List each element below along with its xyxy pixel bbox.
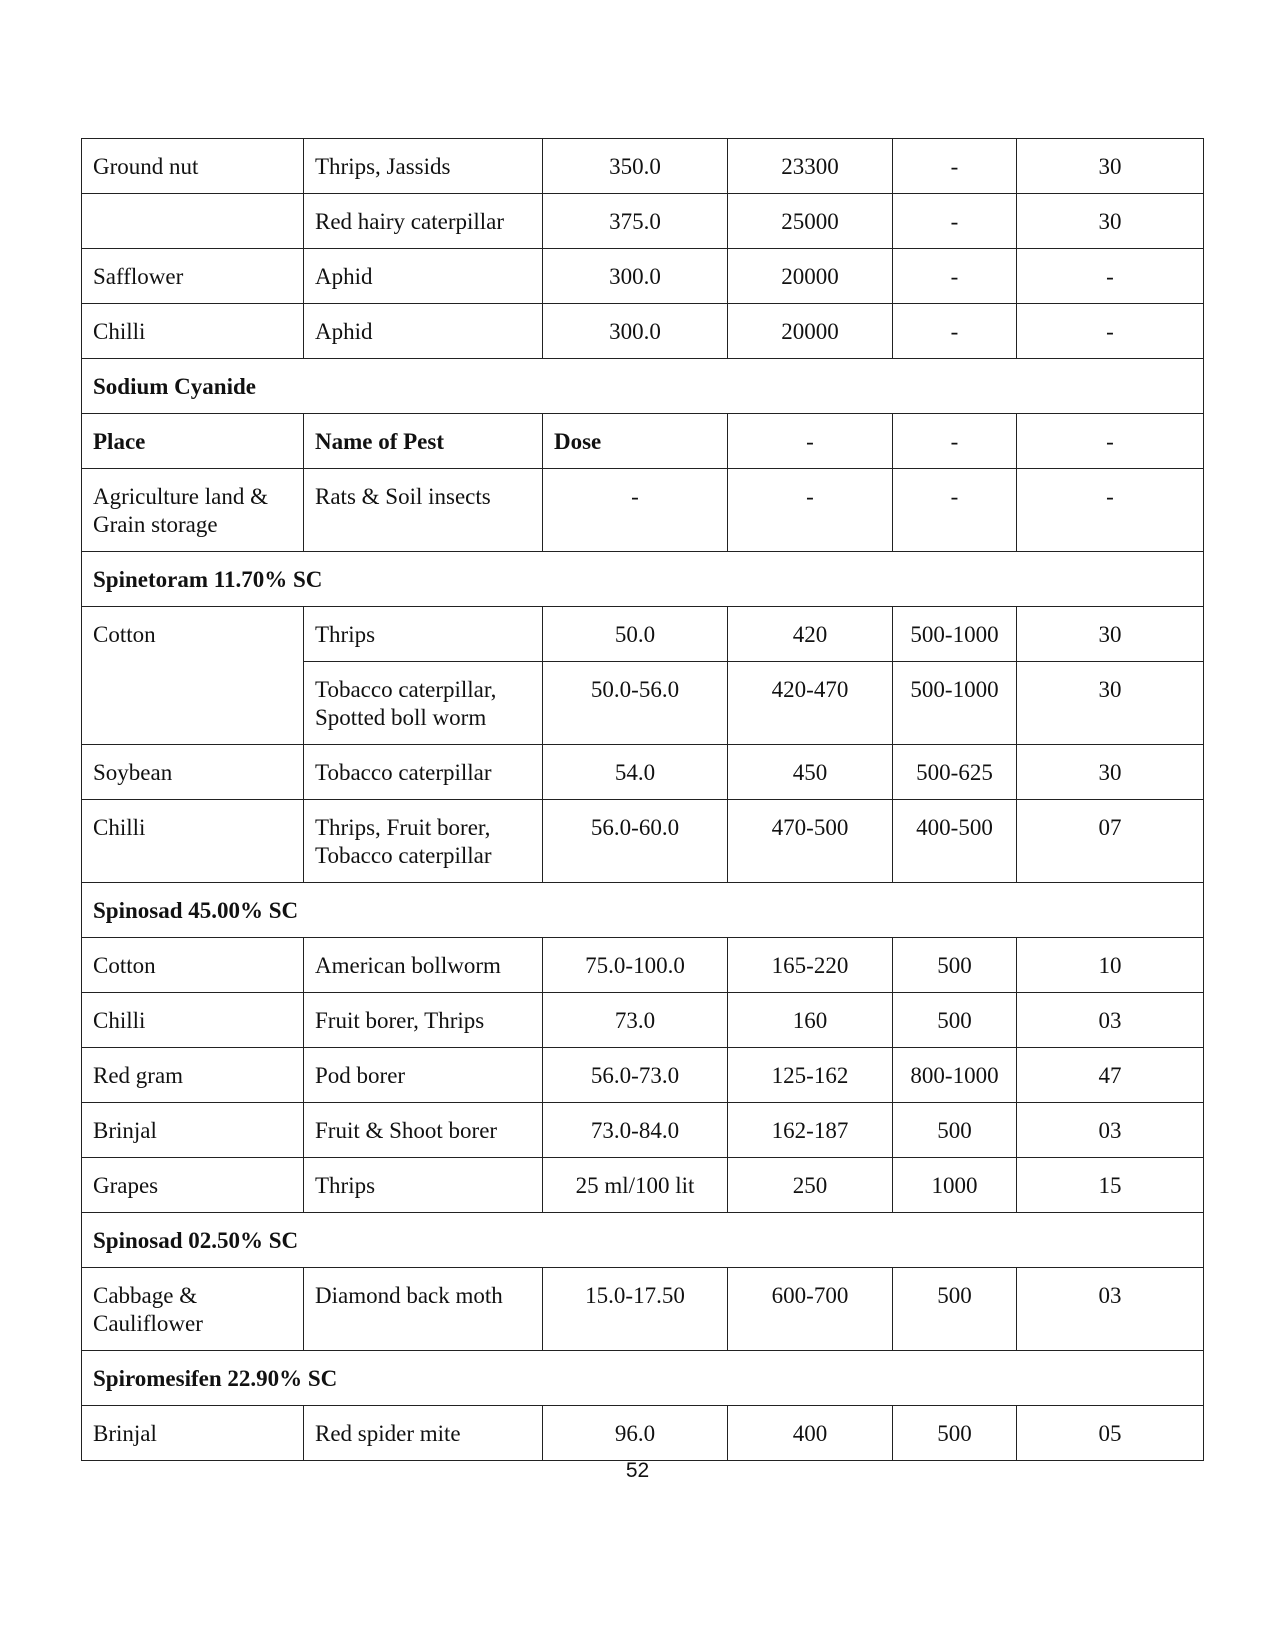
dose-cell: 375.0 (543, 194, 728, 249)
crop-cell (82, 194, 304, 249)
table-row (82, 1103, 1204, 1158)
dose-cell: Dose (543, 414, 728, 469)
table-row (82, 469, 1204, 552)
dose-cell: 50.0-56.0 (543, 662, 728, 745)
crop-cell: Brinjal (82, 1406, 304, 1461)
quantity-cell: 165-220 (728, 938, 893, 993)
section-title: Sodium Cyanide (82, 359, 1204, 414)
dose-cell: 300.0 (543, 304, 728, 359)
quantity-cell: 250 (728, 1158, 893, 1213)
section-title: Spinosad 02.50% SC (82, 1213, 1204, 1268)
waiting-period-cell: - (1017, 469, 1204, 552)
crop-cell: Chilli (82, 993, 304, 1048)
table-row (82, 1158, 1204, 1213)
pest-cell: Thrips (304, 607, 543, 662)
water-cell: - (893, 414, 1017, 469)
dose-cell: 50.0 (543, 607, 728, 662)
water-cell: 500 (893, 1406, 1017, 1461)
section-row (82, 1351, 1204, 1406)
quantity-cell: 420 (728, 607, 893, 662)
quantity-cell: 20000 (728, 249, 893, 304)
table-row (82, 800, 1204, 883)
section-title: Spinosad 45.00% SC (82, 883, 1204, 938)
pest-cell: Fruit borer, Thrips (304, 993, 543, 1048)
quantity-cell: 420-470 (728, 662, 893, 745)
crop-cell: Place (82, 414, 304, 469)
dose-cell: 73.0-84.0 (543, 1103, 728, 1158)
pest-cell: Fruit & Shoot borer (304, 1103, 543, 1158)
table-row (82, 194, 1204, 249)
waiting-period-cell: 10 (1017, 938, 1204, 993)
crop-cell: Agriculture land & Grain storage (82, 469, 304, 552)
waiting-period-cell: 30 (1017, 194, 1204, 249)
waiting-period-cell: 07 (1017, 800, 1204, 883)
pest-cell: Rats & Soil insects (304, 469, 543, 552)
crop-cell: Brinjal (82, 1103, 304, 1158)
water-cell: 500-1000 (893, 607, 1017, 662)
waiting-period-cell: 30 (1017, 662, 1204, 745)
waiting-period-cell: 30 (1017, 607, 1204, 662)
water-cell: 1000 (893, 1158, 1017, 1213)
pest-cell: Aphid (304, 249, 543, 304)
pest-cell: Diamond back moth (304, 1268, 543, 1351)
table-row (82, 249, 1204, 304)
crop-cell: Ground nut (82, 139, 304, 194)
section-row (82, 552, 1204, 607)
crop-cell: Safflower (82, 249, 304, 304)
water-cell: 500 (893, 993, 1017, 1048)
header-row (82, 414, 1204, 469)
table-row (82, 1048, 1204, 1103)
water-cell: 500-625 (893, 745, 1017, 800)
water-cell: - (893, 139, 1017, 194)
quantity-cell: 25000 (728, 194, 893, 249)
dose-cell: 75.0-100.0 (543, 938, 728, 993)
pest-cell: Red spider mite (304, 1406, 543, 1461)
dose-cell: 56.0-60.0 (543, 800, 728, 883)
waiting-period-cell: 03 (1017, 993, 1204, 1048)
dose-cell: 96.0 (543, 1406, 728, 1461)
quantity-cell: 160 (728, 993, 893, 1048)
water-cell: - (893, 469, 1017, 552)
table-row (82, 1406, 1204, 1461)
waiting-period-cell: 30 (1017, 745, 1204, 800)
table-body (82, 139, 1204, 1461)
table-row (82, 607, 1204, 662)
waiting-period-cell: - (1017, 304, 1204, 359)
waiting-period-cell: 03 (1017, 1268, 1204, 1351)
dose-cell: - (543, 469, 728, 552)
table-row (82, 993, 1204, 1048)
pest-cell: Name of Pest (304, 414, 543, 469)
section-row (82, 1213, 1204, 1268)
dose-cell: 54.0 (543, 745, 728, 800)
water-cell: - (893, 194, 1017, 249)
pesticide-dosage-table (81, 138, 1204, 1461)
section-title: Spinetoram 11.70% SC (82, 552, 1204, 607)
quantity-cell: 162-187 (728, 1103, 893, 1158)
quantity-cell: 125-162 (728, 1048, 893, 1103)
quantity-cell: - (728, 414, 893, 469)
table-row (82, 938, 1204, 993)
pest-cell: Thrips (304, 1158, 543, 1213)
table-row (82, 139, 1204, 194)
water-cell: - (893, 304, 1017, 359)
pest-cell: Red hairy caterpillar (304, 194, 543, 249)
quantity-cell: 23300 (728, 139, 893, 194)
quantity-cell: 20000 (728, 304, 893, 359)
table-row (82, 304, 1204, 359)
table-row (82, 745, 1204, 800)
quantity-cell: 470-500 (728, 800, 893, 883)
pest-cell: Pod borer (304, 1048, 543, 1103)
dose-cell: 350.0 (543, 139, 728, 194)
quantity-cell: 450 (728, 745, 893, 800)
crop-cell: Red gram (82, 1048, 304, 1103)
section-row (82, 883, 1204, 938)
water-cell: - (893, 249, 1017, 304)
waiting-period-cell: - (1017, 414, 1204, 469)
water-cell: 500 (893, 1268, 1017, 1351)
crop-cell: Cabbage & Cauliflower (82, 1268, 304, 1351)
crop-cell: Cotton (82, 938, 304, 993)
dose-cell: 56.0-73.0 (543, 1048, 728, 1103)
quantity-cell: 400 (728, 1406, 893, 1461)
pest-cell: Thrips, Fruit borer, Tobacco caterpillar (304, 800, 543, 883)
water-cell: 500 (893, 1103, 1017, 1158)
pest-cell: American bollworm (304, 938, 543, 993)
table-row (82, 1268, 1204, 1351)
water-cell: 500-1000 (893, 662, 1017, 745)
section-title: Spiromesifen 22.90% SC (82, 1351, 1204, 1406)
waiting-period-cell: 03 (1017, 1103, 1204, 1158)
pest-cell: Aphid (304, 304, 543, 359)
dose-cell: 15.0-17.50 (543, 1268, 728, 1351)
crop-cell: Grapes (82, 1158, 304, 1213)
dose-cell: 300.0 (543, 249, 728, 304)
waiting-period-cell: 15 (1017, 1158, 1204, 1213)
waiting-period-cell: 47 (1017, 1048, 1204, 1103)
pest-cell: Thrips, Jassids (304, 139, 543, 194)
water-cell: 400-500 (893, 800, 1017, 883)
crop-cell: Cotton (82, 607, 304, 745)
dose-cell: 73.0 (543, 993, 728, 1048)
pest-cell: Tobacco caterpillar, Spotted boll worm (304, 662, 543, 745)
pest-cell: Tobacco caterpillar (304, 745, 543, 800)
waiting-period-cell: 30 (1017, 139, 1204, 194)
section-row (82, 359, 1204, 414)
waiting-period-cell: 05 (1017, 1406, 1204, 1461)
quantity-cell: - (728, 469, 893, 552)
crop-cell: Soybean (82, 745, 304, 800)
water-cell: 500 (893, 938, 1017, 993)
dose-cell: 25 ml/100 lit (543, 1158, 728, 1213)
page-number: 52 (625, 1459, 650, 1482)
waiting-period-cell: - (1017, 249, 1204, 304)
crop-cell: Chilli (82, 800, 304, 883)
water-cell: 800-1000 (893, 1048, 1017, 1103)
crop-cell: Chilli (82, 304, 304, 359)
quantity-cell: 600-700 (728, 1268, 893, 1351)
